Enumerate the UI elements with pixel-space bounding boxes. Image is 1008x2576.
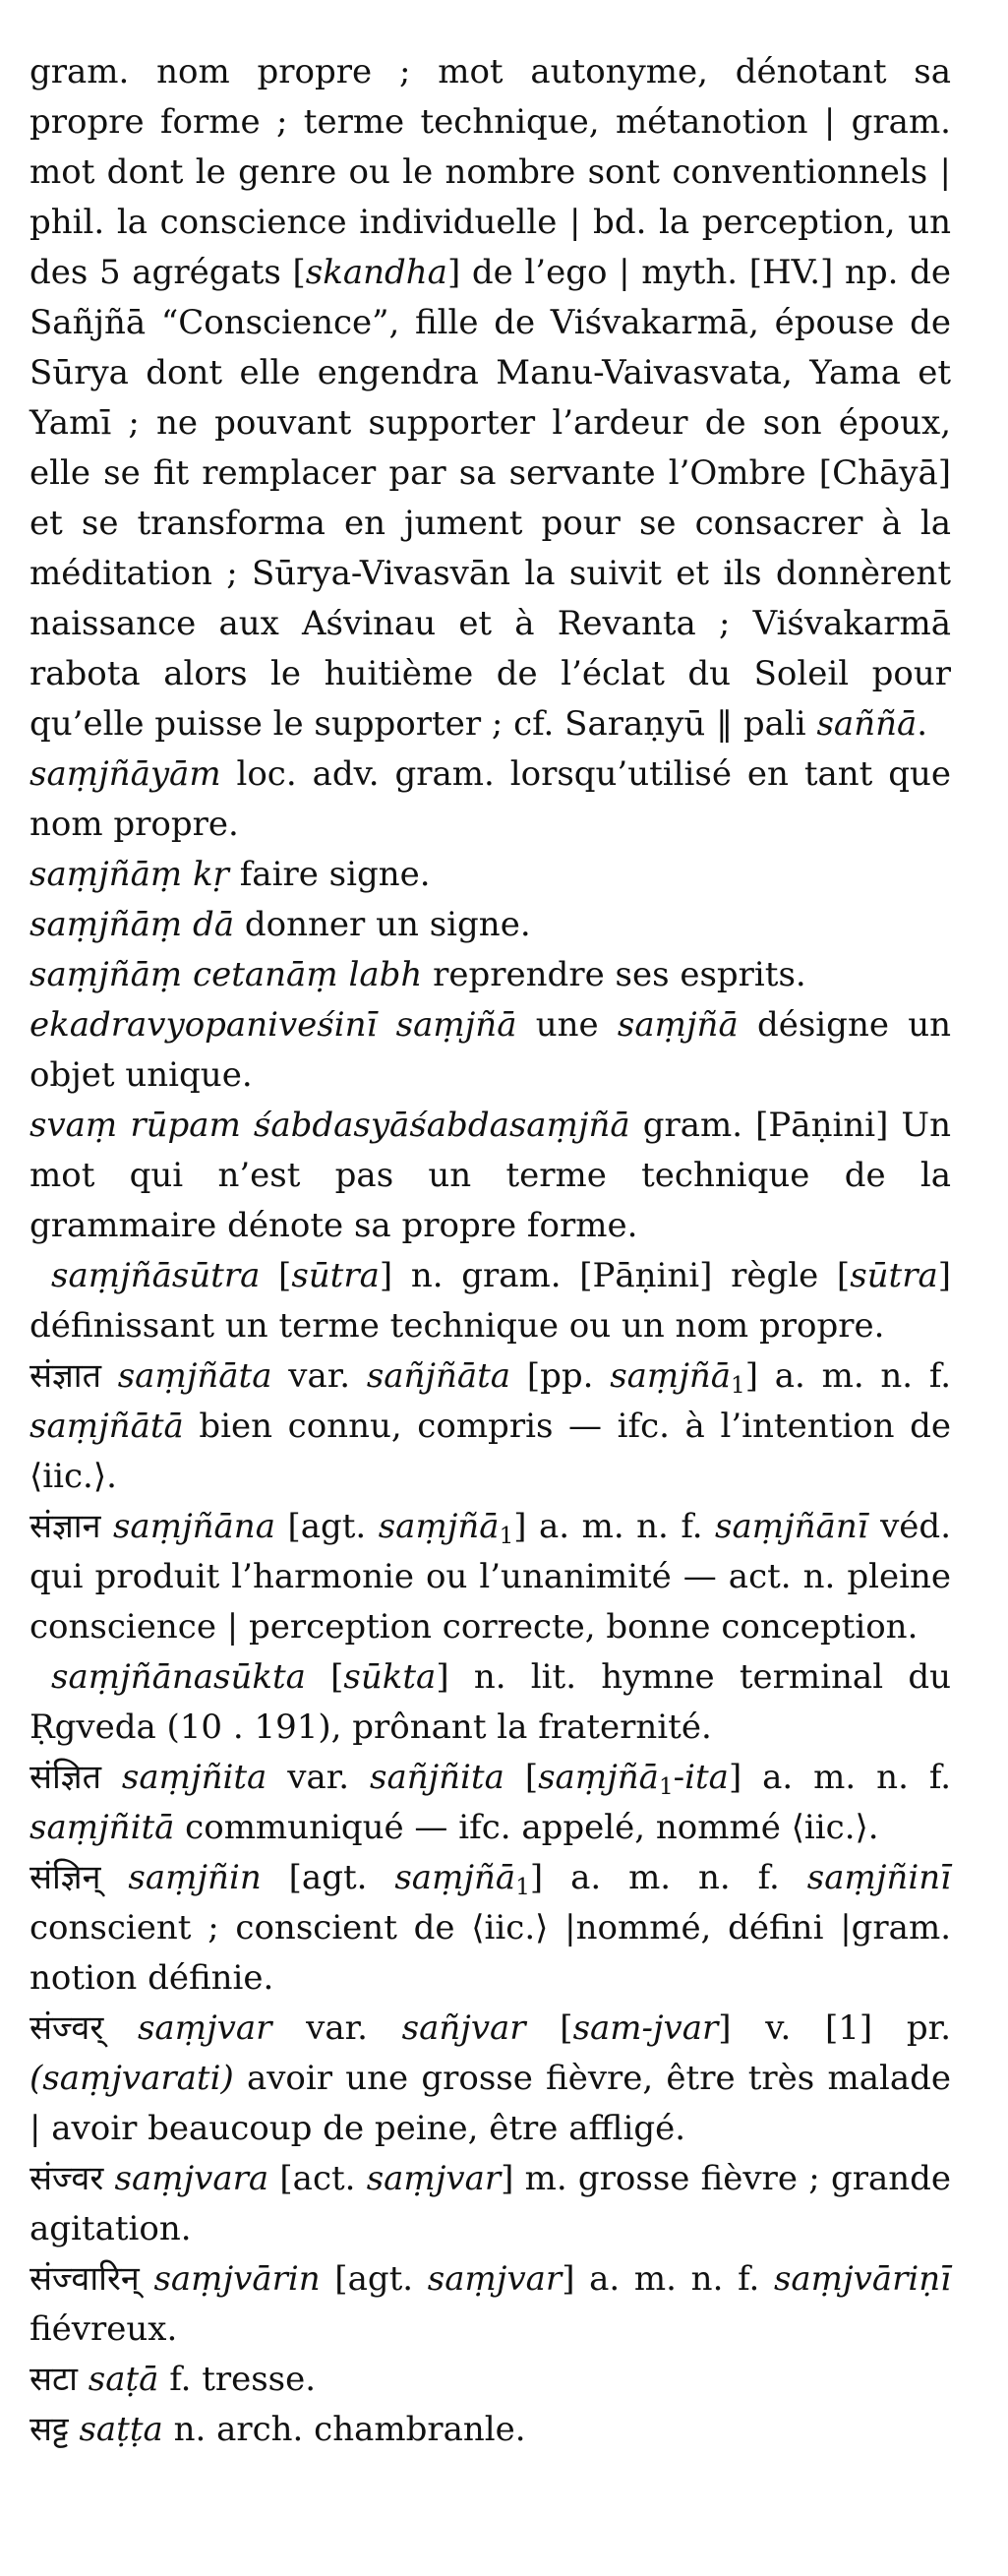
entry-term-italic: saṃjvar [137, 2008, 272, 2048]
entry-term-italic: sañjñita [370, 1758, 504, 1797]
entry-term-italic: saṃjñā [617, 1005, 739, 1045]
entry-term-italic: saṃjñā [378, 1507, 500, 1546]
entry-term-italic: saṃjñāsūtra [51, 1256, 261, 1295]
entry-term-italic: sam-jvar [572, 2008, 719, 2048]
dictionary-entry [30, 2004, 951, 2154]
entry-term-italic: svaṃ rūpam śabdasyāśabdasaṃjñā [30, 1106, 630, 1145]
entry-term-italic: saṃjvāriṇī [773, 2259, 951, 2299]
entry-text: ] a. m. n. f. [513, 1507, 715, 1546]
entry-term-italic: ekadravyopaniveśinī saṃjñā [30, 1005, 517, 1045]
entry-text: [ [260, 1256, 292, 1295]
entry-text [69, 2410, 80, 2449]
entry-term-italic: saṃjñāna [112, 1507, 275, 1546]
entry-headword-devanagari: संज्ञात [30, 1356, 101, 1396]
entry-text: [act. [268, 2159, 367, 2198]
entry-text: f. tresse. [158, 2360, 317, 2399]
dictionary-entry [30, 1502, 951, 1652]
entry-term-italic: saṃjñāyām [30, 754, 221, 794]
entry-text: - [673, 1758, 685, 1797]
entry-term-italic: sūkta [343, 1657, 437, 1697]
entry-headword-devanagari: सटा [30, 2360, 78, 2399]
entry-text: véd. qui produit l’harmonie ou l’unanimité — act. n. pleine conscience | perception correcte, bonne conception. [30, 1507, 951, 1647]
entry-term-italic: saṃjvara [114, 2159, 269, 2198]
entry-text [78, 2360, 89, 2399]
entry-text: n. arch. chambranle. [162, 2410, 526, 2449]
entry-term-italic: sañjvar [401, 2008, 526, 2048]
dictionary-entry [30, 1000, 951, 1101]
dictionary-entry [30, 749, 951, 850]
entry-text: reprendre ses esprits. [422, 955, 806, 994]
entry-text: ] a. m. n. f. [728, 1758, 952, 1797]
entry-text: [ [504, 1758, 539, 1797]
dictionary-entry [30, 1652, 951, 1753]
entry-headword-devanagari: संज्ञिन् [30, 1858, 101, 1897]
entry-text: [agt. [261, 1858, 395, 1897]
entry-text [101, 1758, 122, 1797]
entry-text: fiévreux. [30, 2309, 178, 2349]
entry-term-italic: saṃjñāṃ dā [30, 905, 235, 944]
entry-term-italic: saṃjñāṃ cetanāṃ labh [30, 955, 423, 994]
entry-term-italic: saṃjvārin [153, 2259, 321, 2299]
entry-headword-devanagari: संज्वारिन् [30, 2259, 140, 2299]
entry-text: ] a. m. n. f. [744, 1356, 952, 1396]
entry-text: var. [271, 1356, 367, 1396]
entry-text: ] n. lit. hymne terminal du Ṛgveda (10 . 191), prônant la fraternité. [30, 1657, 951, 1747]
entry-term-italic: saṭṭa [79, 2410, 163, 2449]
entry-term-italic: (saṃjvarati) [30, 2059, 234, 2098]
entry-term-italic: sañjñāta [366, 1356, 511, 1396]
dictionary-entry [30, 1351, 951, 1502]
entry-text: . [917, 704, 928, 744]
dictionary-entry [30, 950, 951, 1000]
dictionary-entry [30, 2254, 951, 2355]
dictionary-entry [30, 1251, 951, 1351]
entry-term-italic: saṃjñāṃ kṛ [30, 855, 229, 894]
entry-text: ] m. grosse fièvre ; grande agitation. [30, 2159, 952, 2248]
entry-term-italic: sūtra [291, 1256, 380, 1295]
entry-term-italic: saṃjvar [427, 2259, 563, 2299]
homonym-subscript: 1 [499, 1523, 514, 1549]
dictionary-entry [30, 900, 951, 950]
entry-headword-devanagari: संज्वर [30, 2159, 104, 2198]
homonym-subscript: 1 [515, 1874, 530, 1900]
entry-text: ] définissant un terme technique ou un nom propre. [30, 1256, 951, 1346]
entry-text: une [516, 1005, 618, 1045]
entry-term-italic: saṃjñā [610, 1356, 732, 1396]
entry-text: var. [267, 1758, 370, 1797]
entry-text: loc. adv. gram. lorsqu’utilisé en tant que nom propre. [30, 754, 951, 844]
entry-text [100, 1858, 128, 1897]
entry-text [103, 2008, 138, 2048]
entry-term-italic: saṭā [88, 2360, 159, 2399]
entry-term-italic: saṃjñitā [30, 1808, 175, 1847]
entry-term-italic: saṃjñānī [715, 1507, 868, 1546]
entry-term-italic: sūtra [850, 1256, 938, 1295]
entry-text: ] a. m. n. f. [562, 2259, 774, 2299]
dictionary-entry [30, 2355, 951, 2405]
entry-text [140, 2259, 154, 2299]
entry-text: bien connu, compris — ifc. à l’intention de ⟨iic.⟩. [30, 1407, 951, 1496]
entry-text: ] a. m. n. f. [529, 1858, 807, 1897]
entry-term-italic: saṃjñāta [117, 1356, 272, 1396]
entry-term-italic: saṃjñā [538, 1758, 659, 1797]
entry-term-italic: saṃjñita [121, 1758, 267, 1797]
entry-headword-devanagari: संज्ञित [30, 1758, 101, 1797]
entry-text: gram. [Pāṇini] Un mot qui n’est pas un terme technique de la grammaire dénote sa propre forme. [30, 1106, 951, 1245]
entry-term-italic: saṃjñānasūkta [51, 1657, 306, 1697]
entry-term-italic: saññā [816, 704, 918, 744]
entry-text: désigne un objet unique. [30, 1005, 952, 1095]
entry-text: ] n. gram. [Pāṇini] règle [ [379, 1256, 851, 1295]
dictionary-entry [30, 850, 951, 900]
entry-text: gram. nom propre ; mot autonyme, dénotant sa propre forme ; terme technique, métanotion | gram. mot dont le genre ou le nombre sont conventionnels | phil. la conscience individuelle | bd. la perception, un des 5 agrégats [ [30, 52, 951, 292]
dictionary-entry [30, 1853, 951, 2004]
entry-text: [pp. [510, 1356, 611, 1396]
entry-term-italic: ita [684, 1758, 729, 1797]
entry-term-italic: saṃjñin [128, 1858, 262, 1897]
entry-term-italic: saṃjñātā [30, 1407, 184, 1446]
entry-term-italic: saṃjñā [394, 1858, 516, 1897]
entry-text: ] de l’ego | myth. [HV.] np. de Sañjñā “Conscience”, fille de Viśvakarmā, épouse de Sūrya dont elle engendra Manu-Vaivasvata, Yama et Yamī ; ne pouvant supporter l’ardeur de son époux, elle se fit remplacer par sa servante l’Ombre [Chāyā] et se transforma en jument pour se consacrer à la méditation ; Sūrya-Vivasvān la suivit et ils donnèrent naissance aux Aśvinau et à Revanta ; Viśvakarmā rabota alors le huitième de l’éclat du Soleil pour qu’elle puisse le supporter ; cf. Saraṇyū ‖ pali [30, 253, 951, 744]
entry-text: communiqué — ifc. appelé, nommé ⟨iic.⟩. [174, 1808, 879, 1847]
entry-text: faire signe. [228, 855, 431, 894]
dictionary-entry [30, 1101, 951, 1251]
entry-term-italic: skandha [305, 253, 447, 292]
entry-text [101, 1356, 118, 1396]
entry-text: ] v. [1] pr. [718, 2008, 951, 2048]
dictionary-entry [30, 2405, 951, 2455]
entry-term-italic: saṃjvar [366, 2159, 502, 2198]
entry-text: var. [271, 2008, 402, 2048]
entry-text: [agt. [274, 1507, 379, 1546]
entry-text: avoir une grosse fièvre, être très malade | avoir beaucoup de peine, être affligé. [30, 2059, 951, 2148]
homonym-subscript: 1 [731, 1372, 745, 1399]
homonym-subscript: 1 [658, 1773, 674, 1800]
dictionary-entry [30, 1753, 951, 1853]
entry-text: conscient ; conscient de ⟨iic.⟩ |nommé, défini |gram. notion définie. [30, 1908, 951, 1998]
entry-term-italic: saṃjñinī [806, 1858, 951, 1897]
entry-headword-devanagari: संज्ञान [30, 1507, 101, 1546]
entry-headword-devanagari: संज्वर् [30, 2008, 104, 2048]
dictionary-entry [30, 2154, 951, 2254]
entry-text [100, 1507, 113, 1546]
entry-text: [ [525, 2008, 573, 2048]
entry-text [103, 2159, 114, 2198]
dictionary-entry [30, 47, 951, 749]
entry-text: [ [305, 1657, 344, 1697]
entry-text: donner un signe. [234, 905, 531, 944]
entry-headword-devanagari: सट्ट [30, 2410, 69, 2449]
entry-text: [agt. [320, 2259, 428, 2299]
